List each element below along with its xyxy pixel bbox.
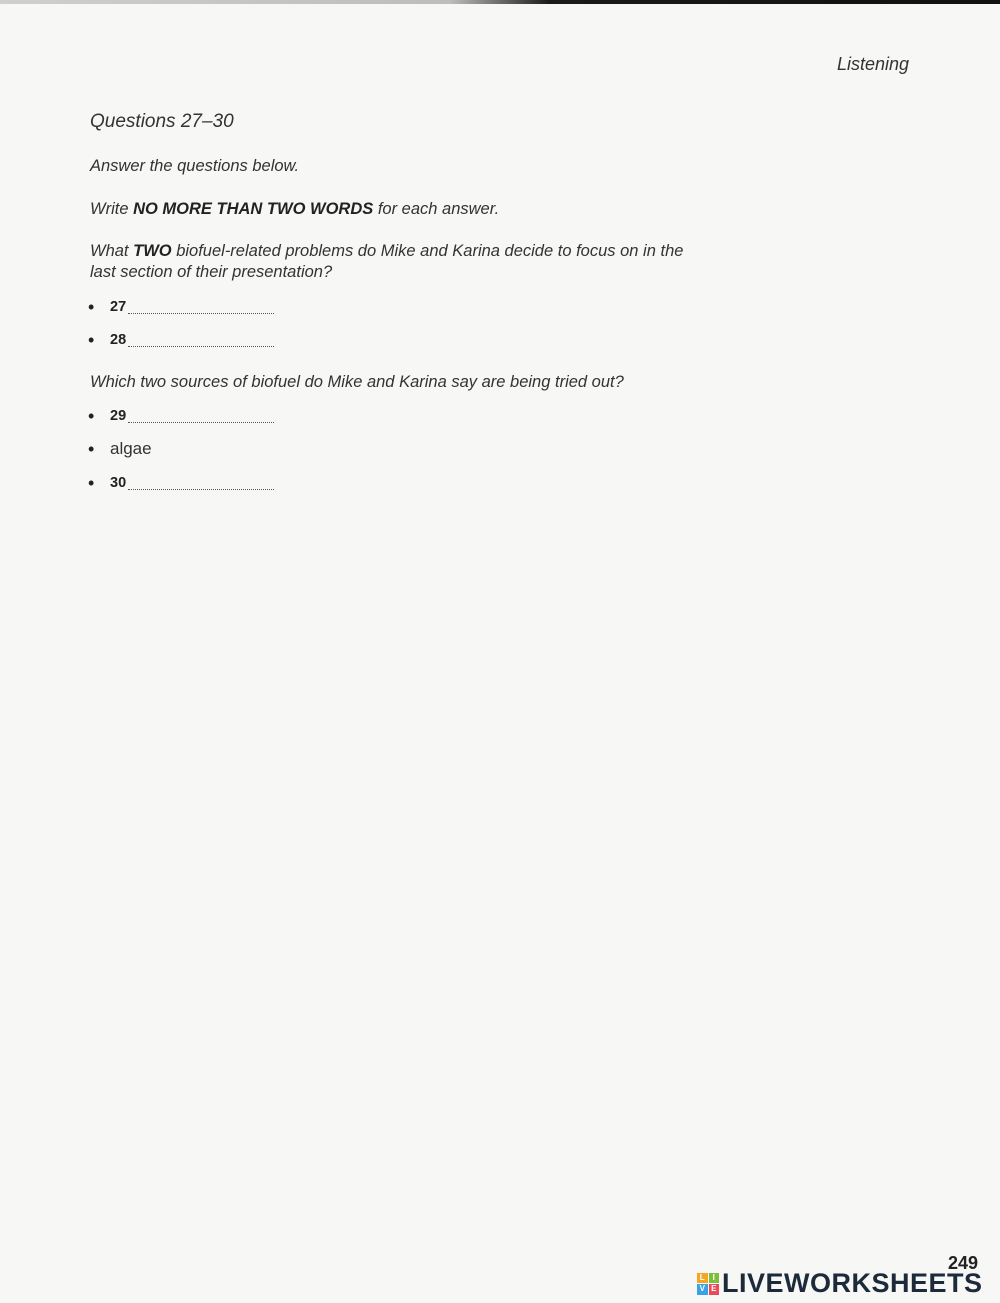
question-number: 27 bbox=[110, 299, 127, 315]
bullet: • bbox=[88, 438, 95, 459]
logo-tile: I bbox=[709, 1273, 720, 1284]
answer-item-28 bbox=[88, 329, 274, 351]
page-number: 249 bbox=[947, 1253, 978, 1273]
bullet: • bbox=[88, 472, 95, 493]
questions-title: Questions 27–30 bbox=[90, 111, 234, 132]
answer-blank-30[interactable] bbox=[128, 477, 274, 490]
bullet: • bbox=[88, 329, 95, 350]
question-prompt-problems: What TWO biofuel-related problems do Mike and Karina decide to focus on in the last section of their presentation? bbox=[90, 242, 684, 281]
answer-blank-27[interactable] bbox=[128, 301, 274, 314]
list-item-algae bbox=[88, 438, 152, 460]
section-header: Listening bbox=[836, 54, 909, 74]
answer-blank-29[interactable] bbox=[128, 410, 274, 423]
logo-tile: E bbox=[709, 1284, 720, 1295]
question-number: 28 bbox=[110, 332, 127, 348]
logo-tile: V bbox=[697, 1284, 708, 1295]
liveworksheets-logo bbox=[697, 1268, 983, 1299]
instruction-answer: Answer the questions below. bbox=[90, 157, 300, 175]
scan-top-edge bbox=[0, 0, 1000, 4]
answer-blank-28[interactable] bbox=[128, 334, 274, 347]
logo-tiles-icon bbox=[697, 1273, 719, 1295]
bullet: • bbox=[88, 296, 95, 317]
answer-item-30 bbox=[88, 472, 274, 494]
instruction-word-limit: Write NO MORE THAN TWO WORDS for each answer. bbox=[90, 200, 500, 218]
answer-item-29 bbox=[88, 405, 274, 427]
question-prompt-sources: Which two sources of biofuel do Mike and Karina say are being tried out? bbox=[90, 373, 624, 391]
logo-tile: L bbox=[697, 1273, 708, 1284]
logo-wordmark: LIVEWORKSHEETS bbox=[722, 1268, 983, 1298]
answer-item-27 bbox=[88, 296, 274, 318]
item-text: algae bbox=[110, 439, 152, 458]
question-number: 29 bbox=[110, 408, 127, 424]
bullet: • bbox=[88, 405, 95, 426]
question-number: 30 bbox=[110, 475, 127, 491]
